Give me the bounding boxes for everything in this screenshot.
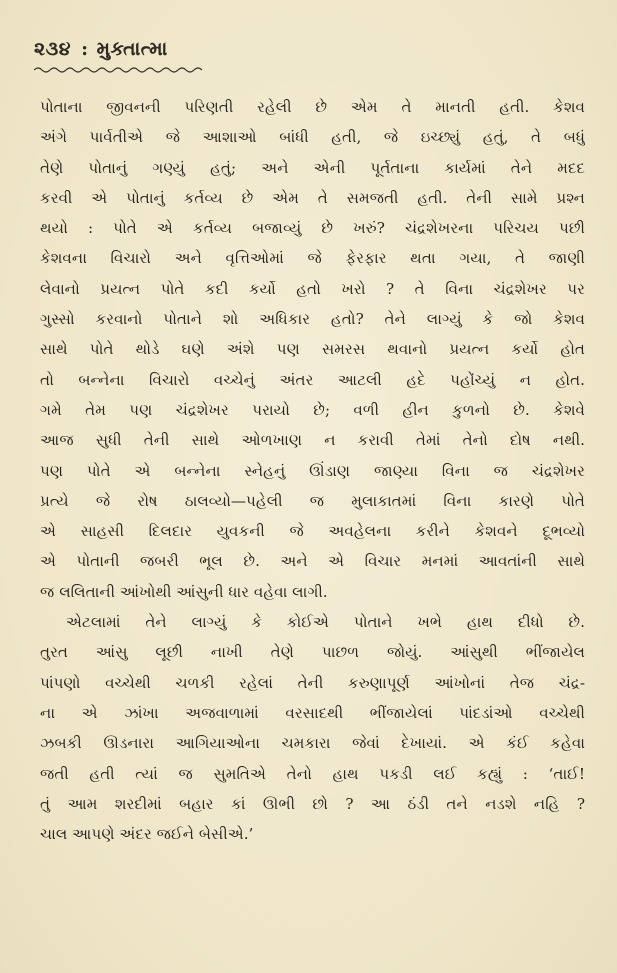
text-line: જ લલિતાની આંખોથી આંસુની ધાર વહેવા લાગી. <box>40 582 328 601</box>
text-line: પોતાના જીવનની પરિણતી રહેલી છે એમ તે માનતી હતી. કેશવ <box>40 98 585 116</box>
text-line: તો બન્નેના વિચારો વચ્ચેનું અંતર આટલી હદે પહોંચ્યું ન હોત. <box>40 370 585 389</box>
text-line: કેશવના વિચારો અને વૃત્તિઓમાં જે ફેરફાર થતા ગયા, તે જાણી <box>40 249 585 268</box>
text-line: અંગે પાર્વતીએ જે આશાઓ બાંધી હતી, જે ઇચ્છ્યું હતું, તે બધું <box>40 128 585 147</box>
text-line: એ સાહસી દિલદાર યુવકની જે અવહેલના કરીને કેશવને દૂભવ્યો <box>40 522 585 541</box>
running-head-separator: : <box>81 38 89 60</box>
book-title: મુક્તાત્મા <box>96 38 168 60</box>
text-line: થયો : પોતે એ કર્તવ્ય બજાવ્યું છે ખરું? ચંદ્રશેખરના પરિચય પછી <box>40 219 585 238</box>
text-line: કરવી એ પોતાનું કર્તવ્ય છે એમ તે સમજતી હતી. તેની સામે પ્રશ્ન <box>40 188 585 207</box>
text-line: પાંપણો વચ્ચેથી ચળકી રહેલાં તેની કરુણાપૂર્ણ આંખોનાં તેજ ચંદ્ર- <box>40 673 585 692</box>
text-line: ઝબકી ઊડનારા આગિયાઓના ચમકારા જેવાં દેખાયાં. એ કંઈ કહેવા <box>40 734 585 753</box>
text-line: તેણે પોતાનું ગણ્યું હતું; અને એની પૂર્તતાના કાર્યમાં તેને મદદ <box>40 158 585 177</box>
text-line: સાથે પોતે થોડે ઘણે અંશે પણ સમરસ થવાનો પ્રયત્ન કર્યો હોત <box>40 340 585 359</box>
text-line: તું આમ શરદીમાં બહાર કાં ઊભી છો ? આ ઠંડી તને નડશે નહિ ? <box>40 794 585 813</box>
running-head <box>34 38 168 60</box>
text-line: એ પોતાની જબરી ભૂલ છે. અને એ વિચાર મનમાં આવતાંની સાથે <box>40 552 585 571</box>
text-line: ગમે તેમ પણ ચંદ્રશેખર પરાયો છે; વળી હીન કુળનો છે. કેશવે <box>40 400 585 419</box>
text-line: પ્રત્યે જે રોષ ઠાલવ્યો—પહેલી જ મુલાકાતમાં વિના કારણે પોતે <box>40 491 585 510</box>
text-line: જતી હતી ત્યાં જ સુમતિએ તેનો હાથ પકડી લઈ કહ્યું : ‘તાઈ! <box>40 764 585 783</box>
text-line: એટલામાં તેને લાગ્યું કે કોઈએ પોતાને ખભે હાથ દીધો છે. <box>66 613 585 632</box>
text-line: પણ પોતે એ બન્નેના સ્નેહનું ઊંડાણ જાણ્યા વિના જ ચંદ્રશેખર <box>40 461 585 480</box>
text-line: તુરત આંસુ લૂછી નાખી તેણે પાછળ જોયું. આંસુથી ભીંજાયેલ <box>40 643 585 662</box>
text-line: ના એ ઝાંખા અજવાળામાં વરસાદથી ભીંજાયેલાં પાંદડાંઓ વચ્ચેથી <box>40 703 585 722</box>
decorative-wavy-rule <box>34 66 204 74</box>
text-line: આજ સુધી તેની સાથે ઓળખાણ ન કરાવી તેમાં તેનો દોષ નથી. <box>40 431 585 450</box>
page-number: ૨૩૪ <box>34 38 72 60</box>
body-text <box>40 92 585 849</box>
text-line: લેવાનો પ્રયત્ન પોતે કદી કર્યો હતો ખરો ? તે વિના ચંદ્રશેખર પર <box>40 279 585 298</box>
text-line: ચાલ આપણે અંદર જઈને બેસીએ.’ <box>40 825 254 844</box>
text-line: ગુસ્સો કરવાનો પોતાને શો અધિકાર હતો? તેને લાગ્યું કે જો કેશવ <box>40 310 585 329</box>
